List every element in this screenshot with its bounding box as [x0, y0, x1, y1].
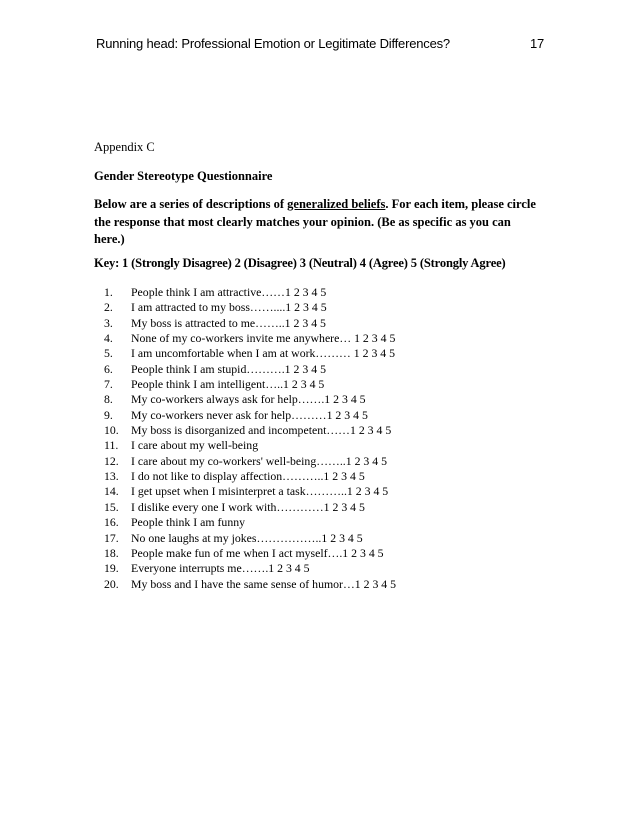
list-item	[104, 438, 396, 453]
list-item	[104, 408, 396, 423]
running-head-title: Running head: Professional Emotion or Legitimate Differences?	[96, 36, 450, 51]
list-item	[104, 577, 396, 592]
item-text: People think I am funny	[131, 515, 246, 530]
item-text: I get upset when I misinterpret a task………..1 2 3 4 5	[131, 484, 389, 499]
instructions-line-2: the response that most clearly matches your opinion. (Be as specific as you can	[94, 214, 511, 229]
item-text: My co-workers always ask for help…….1 2 3 4 5	[131, 392, 366, 407]
item-number: 4.	[104, 331, 113, 346]
item-number: 5.	[104, 346, 113, 361]
item-text: People think I am intelligent…..1 2 3 4 5	[131, 377, 325, 392]
item-number: 12.	[104, 453, 119, 468]
list-item	[104, 561, 396, 576]
instructions-text-before: Below are a series of descriptions of	[94, 197, 288, 211]
list-item	[104, 300, 396, 315]
list-item	[104, 362, 396, 377]
item-number: 7.	[104, 377, 113, 392]
list-item	[104, 454, 396, 469]
instructions	[94, 196, 544, 249]
item-text: My boss and I have the same sense of humor…1 2 3 4 5	[131, 576, 397, 591]
list-item	[104, 515, 396, 530]
item-text: People think I am stupid……….1 2 3 4 5	[131, 361, 326, 376]
item-text: My co-workers never ask for help………1 2 3 4 5	[131, 407, 368, 422]
item-number: 18.	[104, 545, 119, 560]
instructions-text-after: . For each item, please circle	[385, 197, 536, 211]
item-text: My boss is disorganized and incompetent……1 2 3 4 5	[131, 423, 392, 438]
item-text: People think I am attractive……1 2 3 4 5	[131, 285, 327, 299]
running-head	[96, 36, 544, 54]
item-number: 17.	[104, 530, 119, 545]
item-text: No one laughs at my jokes……………..1 2 3 4 5	[131, 530, 363, 545]
list-item	[104, 377, 396, 392]
item-number: 8.	[104, 392, 113, 407]
list-item	[104, 531, 396, 546]
questionnaire-title: Gender Stereotype Questionnaire	[94, 169, 273, 183]
item-text: I dislike every one I work with…………1 2 3 4 5	[131, 499, 365, 514]
item-text: None of my co-workers invite me anywhere… 1 2 3 4 5	[131, 331, 396, 346]
list-item	[104, 331, 396, 346]
item-text: People make fun of me when I act myself….1 2 3 4 5	[131, 545, 384, 560]
list-item	[104, 469, 396, 484]
item-text: I am attracted to my boss……....1 2 3 4 5	[131, 300, 327, 315]
list-item	[104, 500, 396, 515]
item-text: I care about my well-being	[131, 438, 259, 453]
item-text: I do not like to display affection………..1 2 3 4 5	[131, 469, 365, 484]
item-number: 3.	[104, 315, 113, 330]
item-number: 10.	[104, 423, 119, 438]
instructions-underlined-term: generalized beliefs	[287, 197, 386, 211]
list-item	[104, 392, 396, 407]
item-number: 20.	[104, 576, 119, 591]
item-number: 11.	[104, 438, 119, 453]
item-text: Everyone interrupts me…….1 2 3 4 5	[131, 561, 310, 576]
instructions-line-3: here.)	[94, 232, 125, 246]
item-number: 1.	[104, 285, 113, 299]
item-number: 6.	[104, 361, 113, 376]
list-item	[104, 423, 396, 438]
item-text: My boss is attracted to me……..1 2 3 4 5	[131, 315, 326, 330]
list-item	[104, 316, 396, 331]
list-item	[104, 484, 396, 499]
item-number: 16.	[104, 515, 119, 530]
item-number: 14.	[104, 484, 119, 499]
list-item	[104, 546, 396, 561]
item-number: 19.	[104, 561, 119, 576]
item-text: I am uncomfortable when I am at work……… 1 2 3 4 5	[131, 346, 396, 361]
list-item	[104, 346, 396, 361]
response-key: Key: 1 (Strongly Disagree) 2 (Disagree) 3 (Neutral) 4 (Agree) 5 (Strongly Agree)	[94, 256, 506, 270]
page-number: 17	[529, 36, 544, 51]
item-number: 2.	[104, 300, 113, 315]
list-item	[104, 285, 396, 300]
item-number: 9.	[104, 407, 113, 422]
item-text: I care about my co-workers' well-being……..1 2 3 4 5	[131, 453, 388, 468]
appendix-label: Appendix C	[94, 140, 155, 154]
questionnaire-items	[104, 285, 396, 592]
instructions-line-1	[94, 196, 544, 214]
item-number: 15.	[104, 499, 119, 514]
item-number: 13.	[104, 469, 119, 484]
